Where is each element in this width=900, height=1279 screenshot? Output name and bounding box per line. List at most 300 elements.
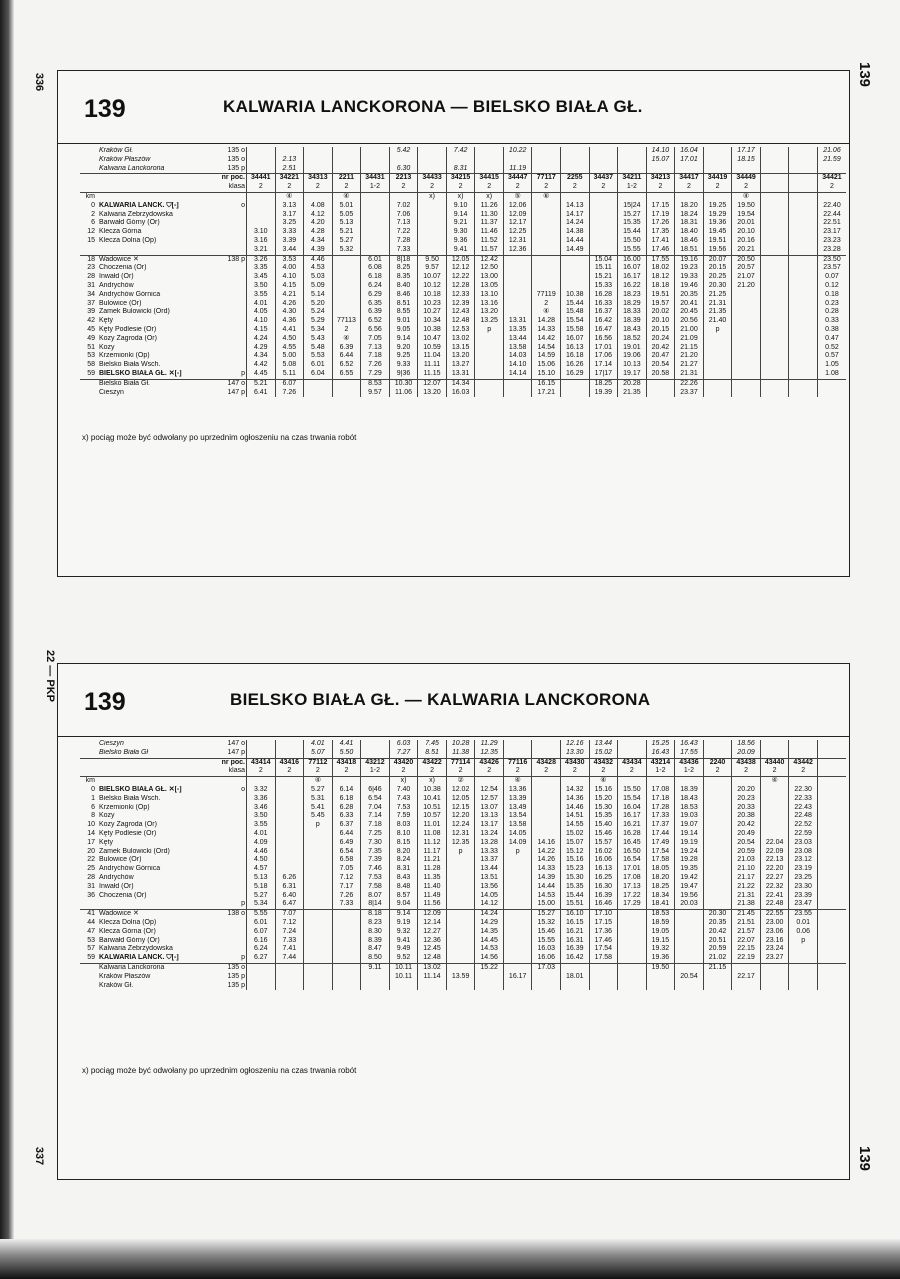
timetable-kalwaria-bielsko	[57, 70, 850, 577]
timetable-cell: 20.42	[732, 821, 761, 830]
timetable-cell: 4.50	[275, 335, 304, 344]
timetable-cell: 12.05	[446, 795, 475, 804]
timetable-cell: 4.01	[304, 740, 333, 749]
timetable-cell: 22.48	[789, 812, 818, 821]
timetable-cell: 9.01	[389, 317, 418, 326]
timetable-cell: 22.40	[817, 202, 846, 211]
timetable-cell: 15.40	[589, 821, 618, 830]
timetable-cell: 1	[91, 794, 95, 802]
timetable-cell	[618, 749, 647, 758]
timetable-cell	[446, 954, 475, 963]
timetable-cell	[817, 883, 846, 892]
timetable-cell	[361, 147, 390, 156]
timetable-cell	[561, 982, 590, 991]
timetable-cell	[646, 379, 675, 388]
timetable-cell: 17.18	[646, 795, 675, 804]
timetable-cell: Kęty Podlesie (Or)	[99, 829, 157, 837]
timetable-cell: 3.17	[275, 211, 304, 220]
timetable-cell: 13.16	[475, 300, 504, 309]
timetable-cell: 19.19	[675, 839, 704, 848]
timetable-cell: 7.12	[275, 919, 304, 928]
timetable-cell	[646, 982, 675, 991]
timetable-cell: 9.19	[389, 919, 418, 928]
timetable-cell: 22.48	[760, 900, 789, 909]
timetable-cell: 17	[87, 838, 95, 846]
timetable-cell	[703, 821, 732, 830]
timetable-cell: 23.37	[675, 389, 704, 398]
timetable-cell: 12.05	[446, 255, 475, 264]
timetable-cell: 15.23	[561, 865, 590, 874]
timetable-cell: 20.02	[646, 308, 675, 317]
timetable-cell	[218, 928, 247, 937]
timetable-cell	[561, 963, 590, 972]
timetable-cell	[618, 937, 647, 946]
timetable-cell	[304, 147, 333, 156]
station-row	[80, 246, 846, 255]
timetable-cell	[732, 389, 761, 398]
timetable-cell: p	[789, 937, 818, 946]
timetable-cell: 0.18	[817, 291, 846, 300]
timetable-cell	[332, 165, 361, 174]
station-row	[80, 892, 846, 901]
timetable-cell	[96, 183, 218, 192]
timetable-cell: 15.55	[618, 246, 647, 255]
station-row	[80, 273, 846, 282]
timetable-cell: 16.50	[618, 848, 647, 857]
timetable-cell: 5.34	[247, 900, 276, 909]
timetable-cell: 11.49	[418, 892, 447, 901]
timetable-cell: 6.30	[389, 165, 418, 174]
timetable-cell: 16.31	[561, 937, 590, 946]
timetable-cell: 11.21	[418, 856, 447, 865]
timetable-cell	[532, 830, 561, 839]
timetable-cell: 6.40	[275, 892, 304, 901]
timetable-cell: 12.35	[446, 839, 475, 848]
timetable-cell: 7.53	[361, 874, 390, 883]
timetable-cell	[503, 740, 532, 749]
station-row	[80, 291, 846, 300]
timetable-cell: 5.27	[247, 892, 276, 901]
timetable-cell	[361, 777, 390, 786]
timetable-cell: 16.10	[561, 910, 590, 919]
timetable-cell: 1-2	[361, 767, 390, 776]
timetable-cell: 17.03	[532, 963, 561, 972]
timetable-cell: Choczenia (Or)	[99, 264, 147, 272]
timetable-cell	[789, 183, 818, 192]
timetable-cell: 4.15	[275, 282, 304, 291]
timetable-cell: 18.29	[618, 300, 647, 309]
timetable-cell	[532, 786, 561, 795]
timetable-cell: 17.17	[732, 147, 761, 156]
timetable-cell: 9.41	[389, 937, 418, 946]
timetable-cell: 8.03	[389, 821, 418, 830]
timetable-cell: 25	[87, 865, 95, 873]
timetable-cell	[218, 839, 247, 848]
timetable-cell: 19.24	[675, 848, 704, 857]
timetable-cell	[789, 246, 818, 255]
timetable-cell: 15.50	[618, 786, 647, 795]
timetable-cell: 15.22	[475, 963, 504, 972]
timetable-cell: 58	[87, 361, 95, 369]
timetable-cell: 14.05	[475, 892, 504, 901]
timetable-cell: 7.26	[332, 892, 361, 901]
station-row	[80, 954, 846, 963]
timetable-cell: 43440	[760, 758, 789, 767]
timetable-cell: 138 o	[227, 910, 245, 918]
timetable-cell	[275, 865, 304, 874]
timetable-cell: 14.51	[561, 812, 590, 821]
timetable-cell	[446, 945, 475, 954]
timetable-cell: 19.54	[732, 211, 761, 220]
timetable-cell: 9.20	[389, 344, 418, 353]
timetable-cell	[304, 945, 333, 954]
timetable-cell	[275, 821, 304, 830]
timetable-cell	[760, 344, 789, 353]
timetable-cell: 15.27	[618, 211, 647, 220]
timetable-cell: 77114	[446, 758, 475, 767]
timetable-cell	[275, 147, 304, 156]
timetable-cell	[532, 812, 561, 821]
timetable-cell: 4.34	[304, 237, 333, 246]
timetable-cell: 18.51	[675, 246, 704, 255]
timetable-cell: Bielsko Biała Wsch.	[99, 361, 161, 369]
timetable-cell: klasa	[218, 183, 247, 192]
timetable-cell	[789, 211, 818, 220]
timetable-cell: 2	[732, 767, 761, 776]
timetable-cell: 39	[87, 308, 95, 316]
timetable-cell	[703, 777, 732, 786]
timetable-cell: 44	[87, 918, 95, 926]
timetable-cell: 6.39	[332, 344, 361, 353]
timetable-cell: 2	[703, 767, 732, 776]
timetable-cell: 6.35	[361, 300, 390, 309]
timetable-cell: 18.43	[675, 795, 704, 804]
timetable-cell: 8.51	[418, 749, 447, 758]
timetable-cell	[760, 379, 789, 388]
timetable-cell: 4.24	[247, 335, 276, 344]
timetable-cell: 12.20	[446, 812, 475, 821]
timetable-cell: 2	[247, 183, 276, 192]
timetable-cell: 4.09	[247, 839, 276, 848]
timetable-cell: 9.57	[361, 389, 390, 398]
timetable-cell: 13.58	[503, 821, 532, 830]
timetable-cell: 5.07	[304, 749, 333, 758]
timetable-cell: Kraków Płaszów	[99, 972, 151, 980]
timetable-cell: 23.27	[760, 954, 789, 963]
timetable-cell: 20.58	[646, 370, 675, 379]
timetable-cell: 14.32	[561, 786, 590, 795]
timetable-cell: 7.07	[275, 910, 304, 919]
timetable-cell: 17.54	[589, 945, 618, 954]
timetable-grid	[80, 740, 846, 990]
timetable-cell	[760, 228, 789, 237]
timetable-cell: Andrychów Górnica	[99, 865, 161, 873]
timetable-cell	[80, 749, 96, 758]
timetable-cell	[589, 982, 618, 991]
station-row	[80, 865, 846, 874]
timetable-cell: 14.29	[475, 919, 504, 928]
timetable-cell: 21.40	[703, 317, 732, 326]
timetable-cell: 17.13	[618, 883, 647, 892]
timetable-cell: 20.57	[732, 264, 761, 273]
timetable-cell: 13.58	[503, 344, 532, 353]
timetable-cell	[96, 192, 218, 201]
station-row	[80, 370, 846, 379]
timetable-cell: 2255	[561, 174, 590, 183]
timetable-cell	[247, 192, 276, 201]
timetable-cell	[218, 937, 247, 946]
timetable-cell: 8.53	[361, 379, 390, 388]
timetable-cell: 4.53	[304, 264, 333, 273]
timetable-cell	[732, 982, 761, 991]
timetable-cell: Andrychów Górnica	[99, 290, 161, 298]
timetable-cell: 3.25	[275, 219, 304, 228]
timetable-cell	[789, 945, 818, 954]
timetable-cell: 9.32	[389, 928, 418, 937]
timetable-cell: 3.36	[247, 795, 276, 804]
timetable-cell	[703, 848, 732, 857]
timetable-cell	[304, 830, 333, 839]
timetable-cell: 5.31	[304, 795, 333, 804]
timetable-cell: 4.28	[304, 228, 333, 237]
timetable-cell: Bielsko Biała Gł	[96, 749, 218, 758]
timetable-cell: 12.35	[475, 749, 504, 758]
timetable-cell	[503, 282, 532, 291]
timetable-cell: 20.30	[703, 910, 732, 919]
timetable-cell	[703, 883, 732, 892]
timetable-cell: 49	[87, 334, 95, 342]
timetable-cell: 6.52	[332, 361, 361, 370]
timetable-cell: 11.30	[475, 211, 504, 220]
timetable-cell: 14.35	[475, 928, 504, 937]
timetable-cell: 9.52	[389, 954, 418, 963]
timetable-cell	[703, 147, 732, 156]
timetable-cell: 20.38	[732, 812, 761, 821]
timetable-cell	[703, 874, 732, 883]
timetable-cell: 9.14	[446, 211, 475, 220]
timetable-cell: 43436	[675, 758, 704, 767]
timetable-cell: 135 o	[227, 155, 245, 163]
timetable-cell: 7.24	[275, 928, 304, 937]
timetable-cell: 9.30	[446, 228, 475, 237]
station-row	[80, 804, 846, 813]
timetable-cell: 9.33	[389, 361, 418, 370]
timetable-cell: 5.42	[389, 147, 418, 156]
timetable-cell: 23.30	[789, 883, 818, 892]
timetable-cell: 5.55	[247, 910, 276, 919]
timetable-cell: 20.45	[675, 308, 704, 317]
timetable-cell	[475, 973, 504, 982]
timetable-cell	[247, 777, 276, 786]
timetable-cell: 8.35	[389, 273, 418, 282]
timetable-cell: 11.06	[389, 389, 418, 398]
timetable-cell: 16.00	[618, 255, 647, 264]
timetable-cell: 13.33	[475, 848, 504, 857]
timetable-cell	[618, 963, 647, 972]
timetable-cell	[789, 326, 818, 335]
timetable-cell: 3.55	[247, 821, 276, 830]
timetable-cell: 6.07	[275, 379, 304, 388]
timetable-cell: 18.39	[618, 317, 647, 326]
timetable-cell: ④	[760, 777, 789, 786]
timetable-cell: 7.44	[275, 954, 304, 963]
timetable-cell: 34211	[618, 174, 647, 183]
timetable-cell: 2	[304, 767, 333, 776]
timetable-cell: 10.11	[389, 973, 418, 982]
timetable-cell: 21.17	[732, 874, 761, 883]
timetable-cell: Kozy	[99, 343, 115, 351]
timetable-cell: 6|46	[361, 786, 390, 795]
timetable-cell	[418, 147, 447, 156]
timetable-cell	[96, 246, 218, 255]
timetable-cell	[817, 954, 846, 963]
timetable-cell	[532, 973, 561, 982]
station-row	[80, 883, 846, 892]
timetable-cell: 9.14	[389, 910, 418, 919]
timetable-cell: 11.15	[418, 370, 447, 379]
timetable-cell: 11.12	[418, 839, 447, 848]
timetable-cell: 19.06	[618, 352, 647, 361]
timetable-cell	[618, 165, 647, 174]
timetable-cell: 6.01	[304, 361, 333, 370]
timetable-cell	[80, 246, 96, 255]
timetable-cell: 19.29	[703, 211, 732, 220]
timetable-cell: 15.25	[646, 740, 675, 749]
timetable-cell	[703, 344, 732, 353]
timetable-cell	[275, 749, 304, 758]
timetable-cell: 19.39	[589, 389, 618, 398]
timetable-cell	[675, 777, 704, 786]
timetable-cell: 16.46	[589, 900, 618, 909]
timetable-cell	[80, 165, 96, 174]
timetable-cell: 22.17	[732, 973, 761, 982]
timetable-cell: 34221	[275, 174, 304, 183]
timetable-cell: 11.19	[503, 165, 532, 174]
timetable-cell: 43438	[732, 758, 761, 767]
station-row	[80, 308, 846, 317]
timetable-cell: 14.05	[503, 830, 532, 839]
timetable-cell: Bielsko Biała Gł.	[99, 379, 150, 387]
timetable-cell: 18	[87, 255, 95, 263]
timetable-cell: 14.38	[561, 228, 590, 237]
timetable-cell	[789, 273, 818, 282]
timetable-cell	[817, 963, 846, 972]
timetable-cell	[475, 335, 504, 344]
timetable-cell	[675, 910, 704, 919]
timetable-cell: 17.19	[646, 211, 675, 220]
timetable-cell: 4.10	[275, 273, 304, 282]
timetable-cell: 5.11	[275, 370, 304, 379]
timetable-cell: 34213	[646, 174, 675, 183]
timetable-cell: 10.18	[418, 291, 447, 300]
timetable-cell: 7.39	[361, 856, 390, 865]
timetable-cell	[760, 183, 789, 192]
timetable-cell: 7.12	[332, 874, 361, 883]
timetable-cell: 18.20	[675, 202, 704, 211]
timetable-cell: 5.05	[332, 211, 361, 220]
timetable-cell	[789, 361, 818, 370]
timetable-cell: Kalwaria Zebrzydowska	[99, 210, 173, 218]
timetable-cell: 19.01	[618, 344, 647, 353]
timetable-cell: 7.58	[361, 883, 390, 892]
timetable-cell	[760, 352, 789, 361]
timetable-cell	[675, 963, 704, 972]
timetable-cell: 16.21	[561, 928, 590, 937]
timetable-cell: 18.02	[646, 264, 675, 273]
timetable-cell	[561, 147, 590, 156]
timetable-cell: 19.50	[646, 963, 675, 972]
timetable-cell	[732, 379, 761, 388]
timetable-cell	[446, 928, 475, 937]
station-row	[80, 910, 846, 919]
timetable-cell	[789, 264, 818, 273]
class-row	[80, 767, 846, 776]
timetable-cell	[561, 777, 590, 786]
timetable-cell	[475, 361, 504, 370]
timetable-cell: 6.08	[361, 264, 390, 273]
timetable-cell	[703, 865, 732, 874]
timetable-cell: 10.28	[446, 740, 475, 749]
timetable-cell: 9.25	[389, 352, 418, 361]
timetable-cell: 43414	[247, 758, 276, 767]
timetable-cell	[418, 228, 447, 237]
timetable-cell: 6.04	[304, 370, 333, 379]
timetable-cell	[760, 963, 789, 972]
timetable-cell	[218, 219, 247, 228]
timetable-cell	[96, 174, 218, 183]
timetable-cell: 0.23	[817, 300, 846, 309]
timetable-cell: 147 o	[227, 740, 245, 747]
timetable-cell	[789, 352, 818, 361]
timetable-cell	[275, 740, 304, 749]
timetable-cell: 16.25	[589, 874, 618, 883]
side-label-pkp: 22 — PKP	[43, 650, 56, 702]
timetable-cell	[361, 973, 390, 982]
timetable-cell: 20.25	[703, 273, 732, 282]
timetable-cell: 18.31	[675, 219, 704, 228]
timetable-cell: 14.10	[503, 361, 532, 370]
timetable-cell: 34447	[503, 174, 532, 183]
timetable-cell: 8.30	[361, 928, 390, 937]
timetable-cell	[446, 919, 475, 928]
timetable-cell	[361, 228, 390, 237]
timetable-cell: 77119	[532, 291, 561, 300]
timetable-cell: 4.05	[247, 308, 276, 317]
timetable-cell: 14.24	[561, 219, 590, 228]
timetable-cell: 23.03	[789, 839, 818, 848]
timetable-cell: 2240	[703, 758, 732, 767]
timetable-cell	[218, 282, 247, 291]
timetable-cell: 5.00	[275, 352, 304, 361]
route-title: KALWARIA LANCKORONA — BIELSKO BIAŁA GŁ.	[223, 97, 643, 116]
timetable-cell	[532, 246, 561, 255]
timetable-cell: p	[218, 370, 247, 379]
timetable-cell: 17.10	[589, 910, 618, 919]
timetable-cell: 12.36	[418, 937, 447, 946]
timetable-cell: 12.27	[418, 928, 447, 937]
timetable-cell	[503, 300, 532, 309]
timetable-cell: 16.15	[561, 919, 590, 928]
timetable-cell: 7.33	[332, 900, 361, 909]
timetable-cell: 5.03	[304, 273, 333, 282]
timetable-cell	[247, 147, 276, 156]
page-number-top: 336	[33, 72, 46, 92]
timetable-cell	[760, 291, 789, 300]
timetable-cell: 13.24	[475, 830, 504, 839]
timetable-cell: 59	[80, 954, 96, 963]
timetable-cell: Cieszyn	[99, 388, 124, 396]
timetable-cell	[475, 370, 504, 379]
